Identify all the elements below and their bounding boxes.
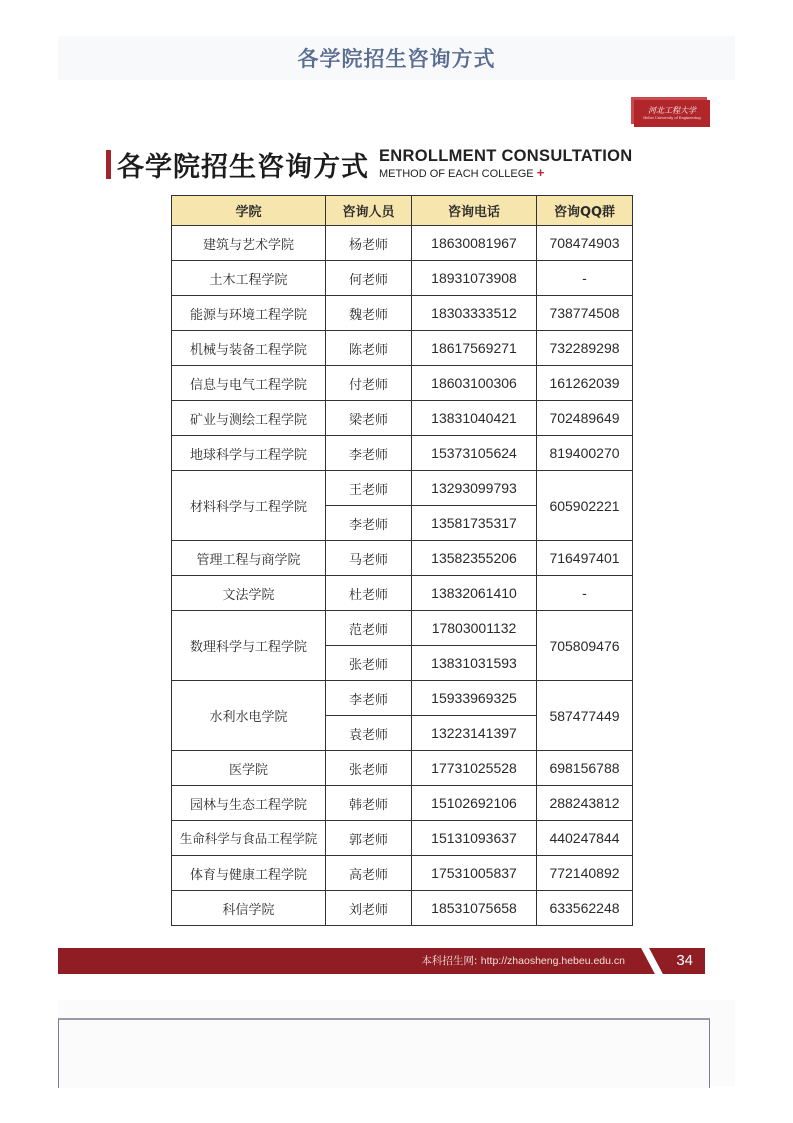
college-cell: 医学院: [172, 751, 326, 786]
next-page-frame: [58, 1018, 710, 1088]
phone-cell: 15131093637: [412, 821, 537, 856]
phone-cell: 13831031593: [412, 646, 537, 681]
phone-cell: 18603100306: [412, 366, 537, 401]
phone-cell: 13223141397: [412, 716, 537, 751]
heading-en-line2: [379, 166, 632, 180]
college-cell: 能源与环境工程学院: [172, 296, 326, 331]
banner-title: 各学院招生咨询方式: [297, 47, 496, 71]
college-cell: 建筑与艺术学院: [172, 226, 326, 261]
college-cell: 数理科学与工程学院: [172, 611, 326, 681]
table-row: [172, 401, 633, 436]
person-cell: 刘老师: [326, 891, 412, 926]
logo-subtitle: Hebei University of Engineering: [643, 115, 701, 120]
college-cell: 水利水电学院: [172, 681, 326, 751]
table-row: [172, 786, 633, 821]
footer-site-url[interactable]: http://zhaosheng.hebeu.edu.cn: [480, 955, 625, 967]
college-cell: 机械与装备工程学院: [172, 331, 326, 366]
table-row: [172, 576, 633, 611]
table-row: [172, 366, 633, 401]
phone-cell: 13832061410: [412, 576, 537, 611]
college-cell: 材料科学与工程学院: [172, 471, 326, 541]
phone-cell: 18630081967: [412, 226, 537, 261]
table-row: [172, 821, 633, 856]
phone-cell: 15933969325: [412, 681, 537, 716]
table-row: [172, 296, 633, 331]
person-cell: 王老师: [326, 471, 412, 506]
table-row: [172, 226, 633, 261]
college-cell: 文法学院: [172, 576, 326, 611]
qq-cell: 732289298: [537, 331, 633, 366]
qq-cell: 161262039: [537, 366, 633, 401]
qq-cell: 440247844: [537, 821, 633, 856]
phone-cell: 13581735317: [412, 506, 537, 541]
phone-cell: 15373105624: [412, 436, 537, 471]
footer-band: [58, 948, 705, 974]
qq-cell: 633562248: [537, 891, 633, 926]
person-cell: 杨老师: [326, 226, 412, 261]
qq-cell: 605902221: [537, 471, 633, 541]
person-cell: 高老师: [326, 856, 412, 891]
qq-cell: 772140892: [537, 856, 633, 891]
phone-cell: 18617569271: [412, 331, 537, 366]
table-row: [172, 331, 633, 366]
heading-en: [379, 148, 632, 181]
person-cell: 韩老师: [326, 786, 412, 821]
heading-cn: 各学院招生咨询方式: [117, 151, 369, 183]
qq-cell: 587477449: [537, 681, 633, 751]
table-row: [172, 856, 633, 891]
table-row: [172, 436, 633, 471]
qq-cell: -: [537, 261, 633, 296]
person-cell: 李老师: [326, 681, 412, 716]
header-qq-group: 咨询QQ群: [537, 196, 633, 226]
college-cell: 生命科学与食品工程学院: [172, 821, 326, 856]
phone-cell: 18931073908: [412, 261, 537, 296]
person-cell: 范老师: [326, 611, 412, 646]
qq-cell: 288243812: [537, 786, 633, 821]
phone-cell: 13831040421: [412, 401, 537, 436]
table-row: [172, 261, 633, 296]
person-cell: 李老师: [326, 506, 412, 541]
college-cell: 园林与生态工程学院: [172, 786, 326, 821]
footer-slash-divider: [640, 946, 664, 976]
section-heading: [106, 146, 633, 183]
person-cell: 陈老师: [326, 331, 412, 366]
person-cell: 付老师: [326, 366, 412, 401]
footer-site-label: 本科招生网:: [421, 955, 478, 967]
table-row: [172, 681, 633, 716]
person-cell: 张老师: [326, 646, 412, 681]
phone-cell: 18303333512: [412, 296, 537, 331]
qq-cell: 702489649: [537, 401, 633, 436]
phone-cell: 17531005837: [412, 856, 537, 891]
person-cell: 杜老师: [326, 576, 412, 611]
college-cell: 体育与健康工程学院: [172, 856, 326, 891]
table-row: [172, 611, 633, 646]
phone-cell: 17803001132: [412, 611, 537, 646]
consultation-table: [171, 195, 633, 926]
college-cell: 管理工程与商学院: [172, 541, 326, 576]
person-cell: 马老师: [326, 541, 412, 576]
person-cell: 袁老师: [326, 716, 412, 751]
qq-cell: 708474903: [537, 226, 633, 261]
heading-accent-bar: [106, 150, 111, 179]
page-number: 34: [676, 952, 693, 969]
phone-cell: 13582355206: [412, 541, 537, 576]
header-contact-person: 咨询人员: [326, 196, 412, 226]
table-row: [172, 751, 633, 786]
college-cell: 矿业与测绘工程学院: [172, 401, 326, 436]
logo-name: 河北工程大学: [648, 105, 696, 115]
qq-cell: 698156788: [537, 751, 633, 786]
qq-cell: 819400270: [537, 436, 633, 471]
person-cell: 何老师: [326, 261, 412, 296]
heading-en-line1: ENROLLMENT CONSULTATION: [379, 146, 633, 165]
heading-en-line2-text: METHOD OF EACH COLLEGE: [379, 168, 534, 181]
phone-cell: 17731025528: [412, 751, 537, 786]
table-header-row: [172, 196, 633, 226]
table-row: [172, 471, 633, 506]
qq-cell: 716497401: [537, 541, 633, 576]
college-cell: 信息与电气工程学院: [172, 366, 326, 401]
person-cell: 张老师: [326, 751, 412, 786]
qq-cell: 705809476: [537, 611, 633, 681]
college-cell: 地球科学与工程学院: [172, 436, 326, 471]
college-cell: 科信学院: [172, 891, 326, 926]
table-row: [172, 891, 633, 926]
table-row: [172, 541, 633, 576]
header-college: 学院: [172, 196, 326, 226]
person-cell: 梁老师: [326, 401, 412, 436]
qq-cell: -: [537, 576, 633, 611]
college-cell: 土木工程学院: [172, 261, 326, 296]
person-cell: 魏老师: [326, 296, 412, 331]
person-cell: 李老师: [326, 436, 412, 471]
qq-cell: 738774508: [537, 296, 633, 331]
phone-cell: 18531075658: [412, 891, 537, 926]
phone-cell: 15102692106: [412, 786, 537, 821]
person-cell: 郭老师: [326, 821, 412, 856]
phone-cell: 13293099793: [412, 471, 537, 506]
header-phone: 咨询电话: [412, 196, 537, 226]
plus-icon: +: [536, 165, 545, 181]
university-logo: [634, 100, 710, 127]
top-banner: [58, 36, 735, 80]
footer-site: [421, 948, 625, 974]
